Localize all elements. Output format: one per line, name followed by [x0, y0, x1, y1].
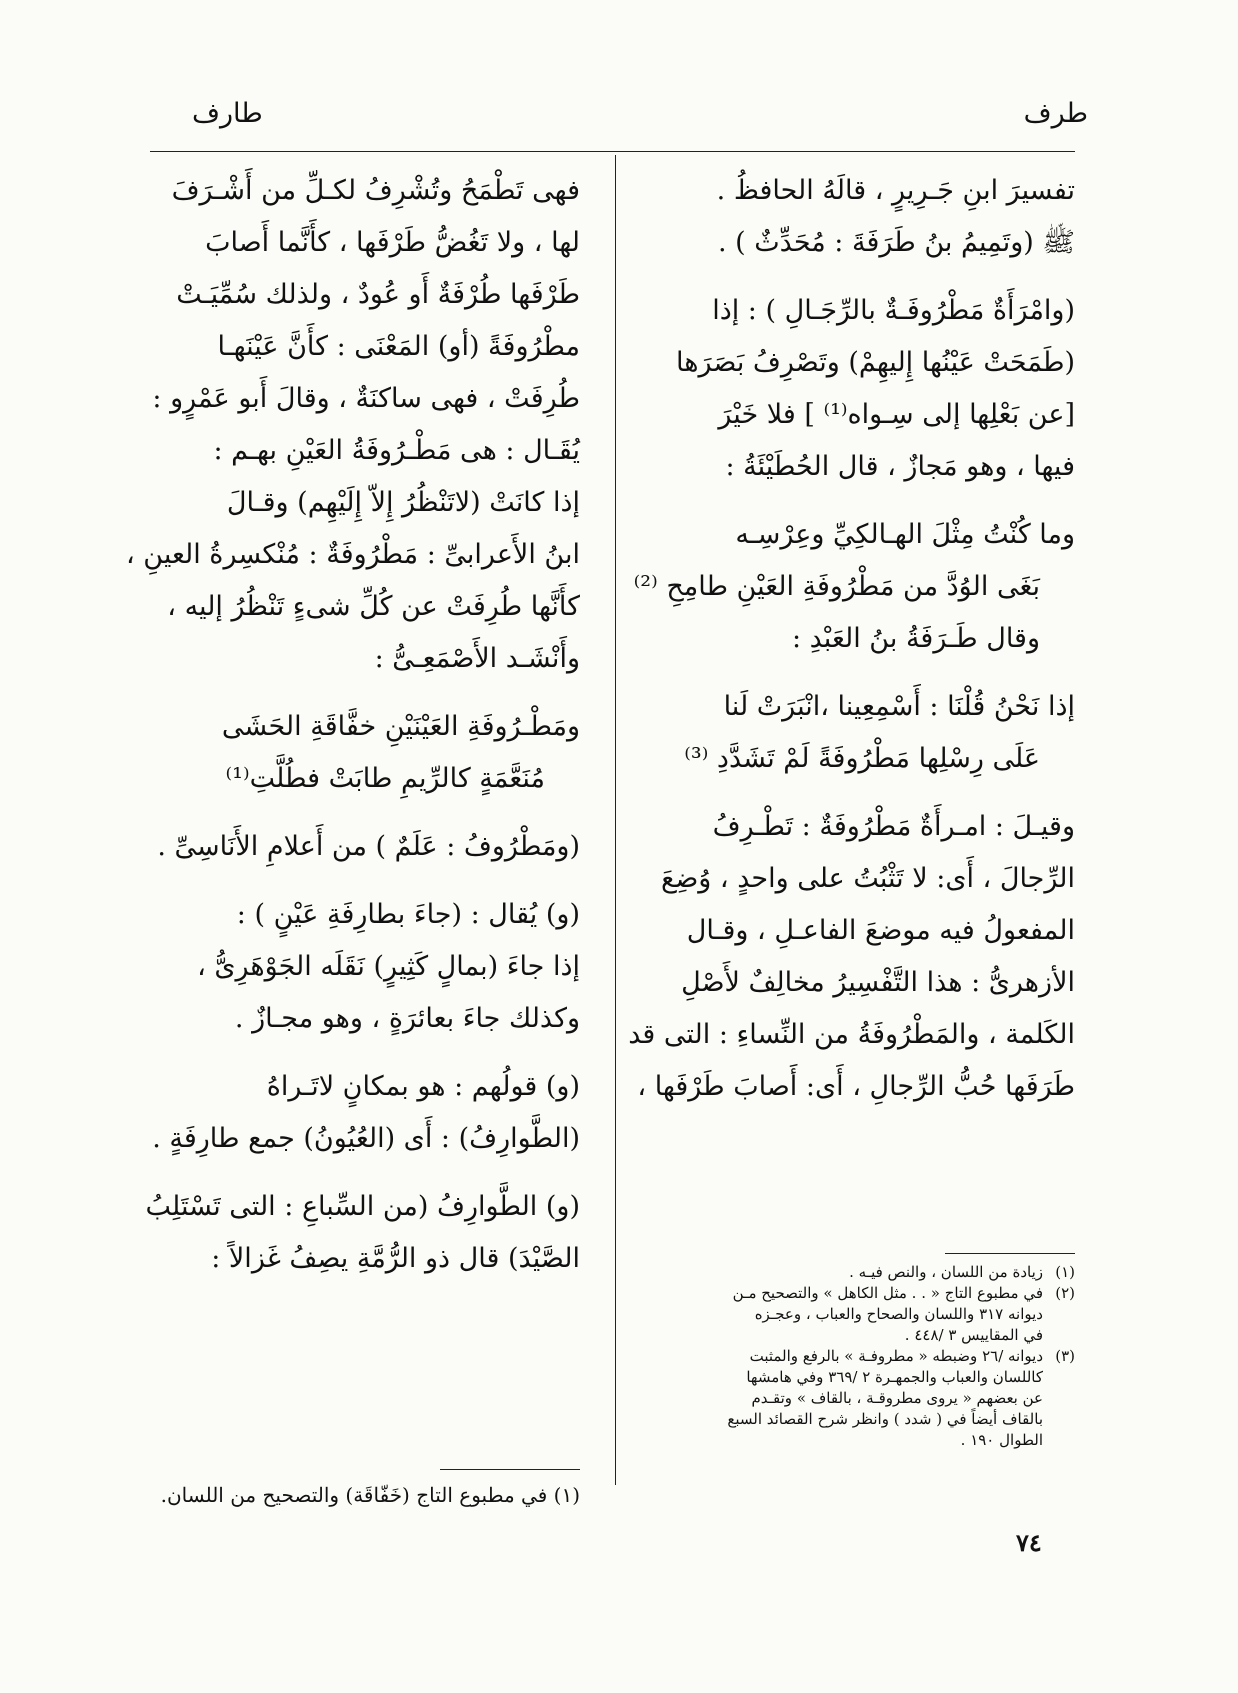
paragraph-gap: [140, 805, 580, 821]
text-line: طُرِفَتْ ، فهى ساكنَةٌ ، وقالَ أَبو عَمْرٍو :: [152, 383, 580, 414]
text-line: إذا جاءَ (بمالٍ كَثِيرٍ) نَقَلَه الجَوْهَرِىُّ ،: [197, 951, 580, 982]
paragraph-gap: [140, 873, 580, 889]
paragraph-gap: [140, 685, 580, 701]
footnote-rule-right: [945, 1253, 1075, 1254]
text-line: ومَطْـرُوفَةِ العَيْنَيْنِ خفَّاقَةِ الحَشَى: [221, 711, 580, 742]
header-rule: [150, 151, 1075, 152]
text-line: مُنَعَّمَةٍ كالرِّيمِ طابَتْ فطُلَّتِ⁽¹⁾: [225, 763, 545, 794]
footnote-line: [650, 1367, 1075, 1388]
text-line: إذا كانَتْ (لاتَنْظُرُ إِلاّ إِلَيْهِم) وقـالَ: [226, 487, 580, 518]
paragraph-gap: [650, 493, 1075, 509]
paragraph-gap: [650, 665, 1075, 681]
text-line: [عن بَعْلِها إلى سِـواه⁽¹⁾ ] فلا خَيْرَ: [718, 399, 1075, 430]
footnote-text: في مطبوع التاج « . . مثل الكاهل » والتصحيح مـن: [732, 1284, 1043, 1302]
footnote-line: [650, 1346, 1075, 1367]
text-line: طَرَفَها حُبُّ الرِّجالِ ، أَى: أَصابَ طَرْفَها ،: [637, 1071, 1075, 1102]
text-line: المفعولُ فيه موضعَ الفاعـلِ ، وقـال: [686, 915, 1075, 946]
footnote-number: (٣): [1055, 1347, 1075, 1365]
text-line: (و) الطَّوارِفُ (من السِّباعِ : التى تَسْتَلِبُ: [145, 1191, 580, 1222]
footnote-text: ديوانه /٢٦ وضبطه « مطروفـة » بالرفع والمثبت: [749, 1347, 1043, 1365]
text-line: ابنُ الأَعرابىِّ : مَطْرُوفَةٌ : مُنْكسِرةُ العينِ ،: [125, 539, 580, 570]
text-line: الصَّيْدَ) قال ذو الرُّمَّةِ يصِفُ غَزالاً :: [211, 1243, 580, 1274]
text-line: مطْرُوفَةً (أو) المَعْنَى : كأَنَّ عَيْنَهـا: [217, 331, 580, 362]
text-line: وما كُنْتُ مِثْلَ الهـالكِيِّ وعِرْسِـه: [735, 519, 1075, 550]
footnote-line: [650, 1283, 1075, 1304]
text-line: (ومَطْرُوفُ : عَلَمٌ ) من أَعلامِ الأَنَاسِىِّ .: [157, 831, 580, 862]
text-line: طَرْفَها طُرْفَةٌ أَو عُودٌ ، ولذلك سُمِّيَـتْ: [176, 279, 580, 310]
footnote-text: ديوانه ٣١٧ واللسان والصحاح والعباب ، وعجـزه: [754, 1305, 1043, 1323]
left-column: [125, 165, 580, 1285]
text-line: (طَمَحَتْ عَيْنُها إِليهِمْ) وتَصْرِفُ بَصَرَها: [676, 347, 1075, 378]
right-footnotes: [650, 1262, 1075, 1451]
text-line: وقال طَـرَفَةُ بنُ العَبْدِ :: [791, 623, 1040, 654]
text-line: (و) يُقال : (جاءَ بطارِفَةِ عَيْنٍ ) :: [236, 899, 580, 930]
footnote-rule-left: [440, 1469, 580, 1470]
right-column: [628, 165, 1075, 1113]
header-left-title: طارف: [192, 98, 263, 129]
text-line: (و) قولُهم : هو بمكانٍ لاتَـراهُ: [266, 1071, 580, 1102]
column-divider: [615, 155, 616, 1485]
footnote-line: [650, 1388, 1075, 1409]
footnote-text: الطوال ١٩٠ .: [960, 1431, 1043, 1449]
text-line: وقيـلَ : امـرأَةٌ مَطْرُوفَةٌ : تَطْـرِفُ: [712, 811, 1075, 842]
text-line: فيها ، وهو مَجازٌ ، قال الحُطَيْئَةُ :: [725, 451, 1075, 482]
text-line: وكذلك جاءَ بعائرَةٍ ، وهو مجـازٌ .: [234, 1003, 580, 1034]
text-line: فهى تَطْمَحُ وتُشْرِفُ لكـلِّ من أَشْـرَفَ: [171, 175, 580, 206]
paragraph-gap: [140, 1165, 580, 1181]
paragraph-gap: [140, 1045, 580, 1061]
footnote-text: في المقاييس ٣ /٤٤٨ .: [904, 1326, 1043, 1344]
text-line: الكَلمة ، والمَطْرُوفَةُ من النِّساءِ : التى قد: [628, 1019, 1075, 1050]
text-line: عَلَى رِسْلِها مَطْرُوفَةً لَمْ تَشَدَّدِ ⁽³⁾: [684, 743, 1040, 774]
text-line: ﷺ (وتَمِيمُ بنُ طَرَفَةَ : مُحَدِّثٌ ) .: [717, 227, 1075, 258]
footnote-line: [650, 1409, 1075, 1430]
footnote-line: [650, 1430, 1075, 1451]
text-line: كأَنَّها طُرِفَتْ عن كُلِّ شىءٍ تَنْظُرُ إليه ،: [167, 591, 580, 622]
header-right-title: طرف: [1023, 98, 1088, 129]
text-line: الرِّجالَ ، أَى: لا تَثْبُتُ على واحدٍ ، وُضِعَ: [661, 863, 1075, 894]
paragraph-gap: [650, 785, 1075, 801]
text-line: بَغَى الوُدَّ من مَطْرُوفَةِ العَيْنِ طامِحِ ⁽²⁾: [633, 571, 1040, 602]
text-line: الأزهرىُّ : هذا التَّفْسِيرُ مخالِفٌ لأَصْلِ: [681, 967, 1075, 998]
page-number: ٧٤: [1016, 1528, 1042, 1557]
footnote-line: [650, 1304, 1075, 1325]
text-line: إذا نَحْنُ قُلْنَا : أَسْمِعِينا ،انْبَرَتْ لَنا: [723, 691, 1075, 722]
footnote-number: (١): [1055, 1263, 1075, 1281]
text-line: (وامْرَأَةٌ مَطْرُوفَـةٌ بالرِّجَـالِ ) : إذا: [712, 295, 1075, 326]
text-line: وأَنْشَـد الأَصْمَعِـىُّ :: [374, 643, 580, 674]
text-line: يُقَـال : هى مَطْـرُوفَةُ العَيْنِ بهـم :: [213, 435, 580, 466]
left-footnote: (١) في مطبوع التاج (خَفّاقَة) والتصحيح من اللسان.: [160, 1483, 580, 1507]
footnote-text: كاللسان والعباب والجمهـرة ٢ /٣٦٩ وفي هامشها: [746, 1368, 1043, 1386]
footnote-line: [650, 1262, 1075, 1283]
text-line: لها ، ولا تَغُضُّ طَرْفَها ، كأَنَّما أَصابَ: [205, 227, 580, 258]
paragraph-gap: [650, 269, 1075, 285]
text-line: (الطَّوارِفُ) : أَى (العُيُونُ) جمع طارِفَةٍ .: [152, 1123, 580, 1154]
footnote-text: زيادة من اللسان ، والنص فيـه .: [849, 1263, 1043, 1281]
footnote-number: (٢): [1055, 1284, 1075, 1302]
footnote-text: بالقاف أيضاً في ( شدد ) وانظر شرح القصائد السبع: [727, 1410, 1043, 1428]
footnote-text: عن بعضهم « يروى مطروقـة ، بالقاف » وتقـدم: [751, 1389, 1043, 1407]
footnote-line: [650, 1325, 1075, 1346]
text-line: تفسيرَ ابنِ جَـرِيرٍ ، قالَهُ الحافظُ .: [716, 175, 1075, 206]
